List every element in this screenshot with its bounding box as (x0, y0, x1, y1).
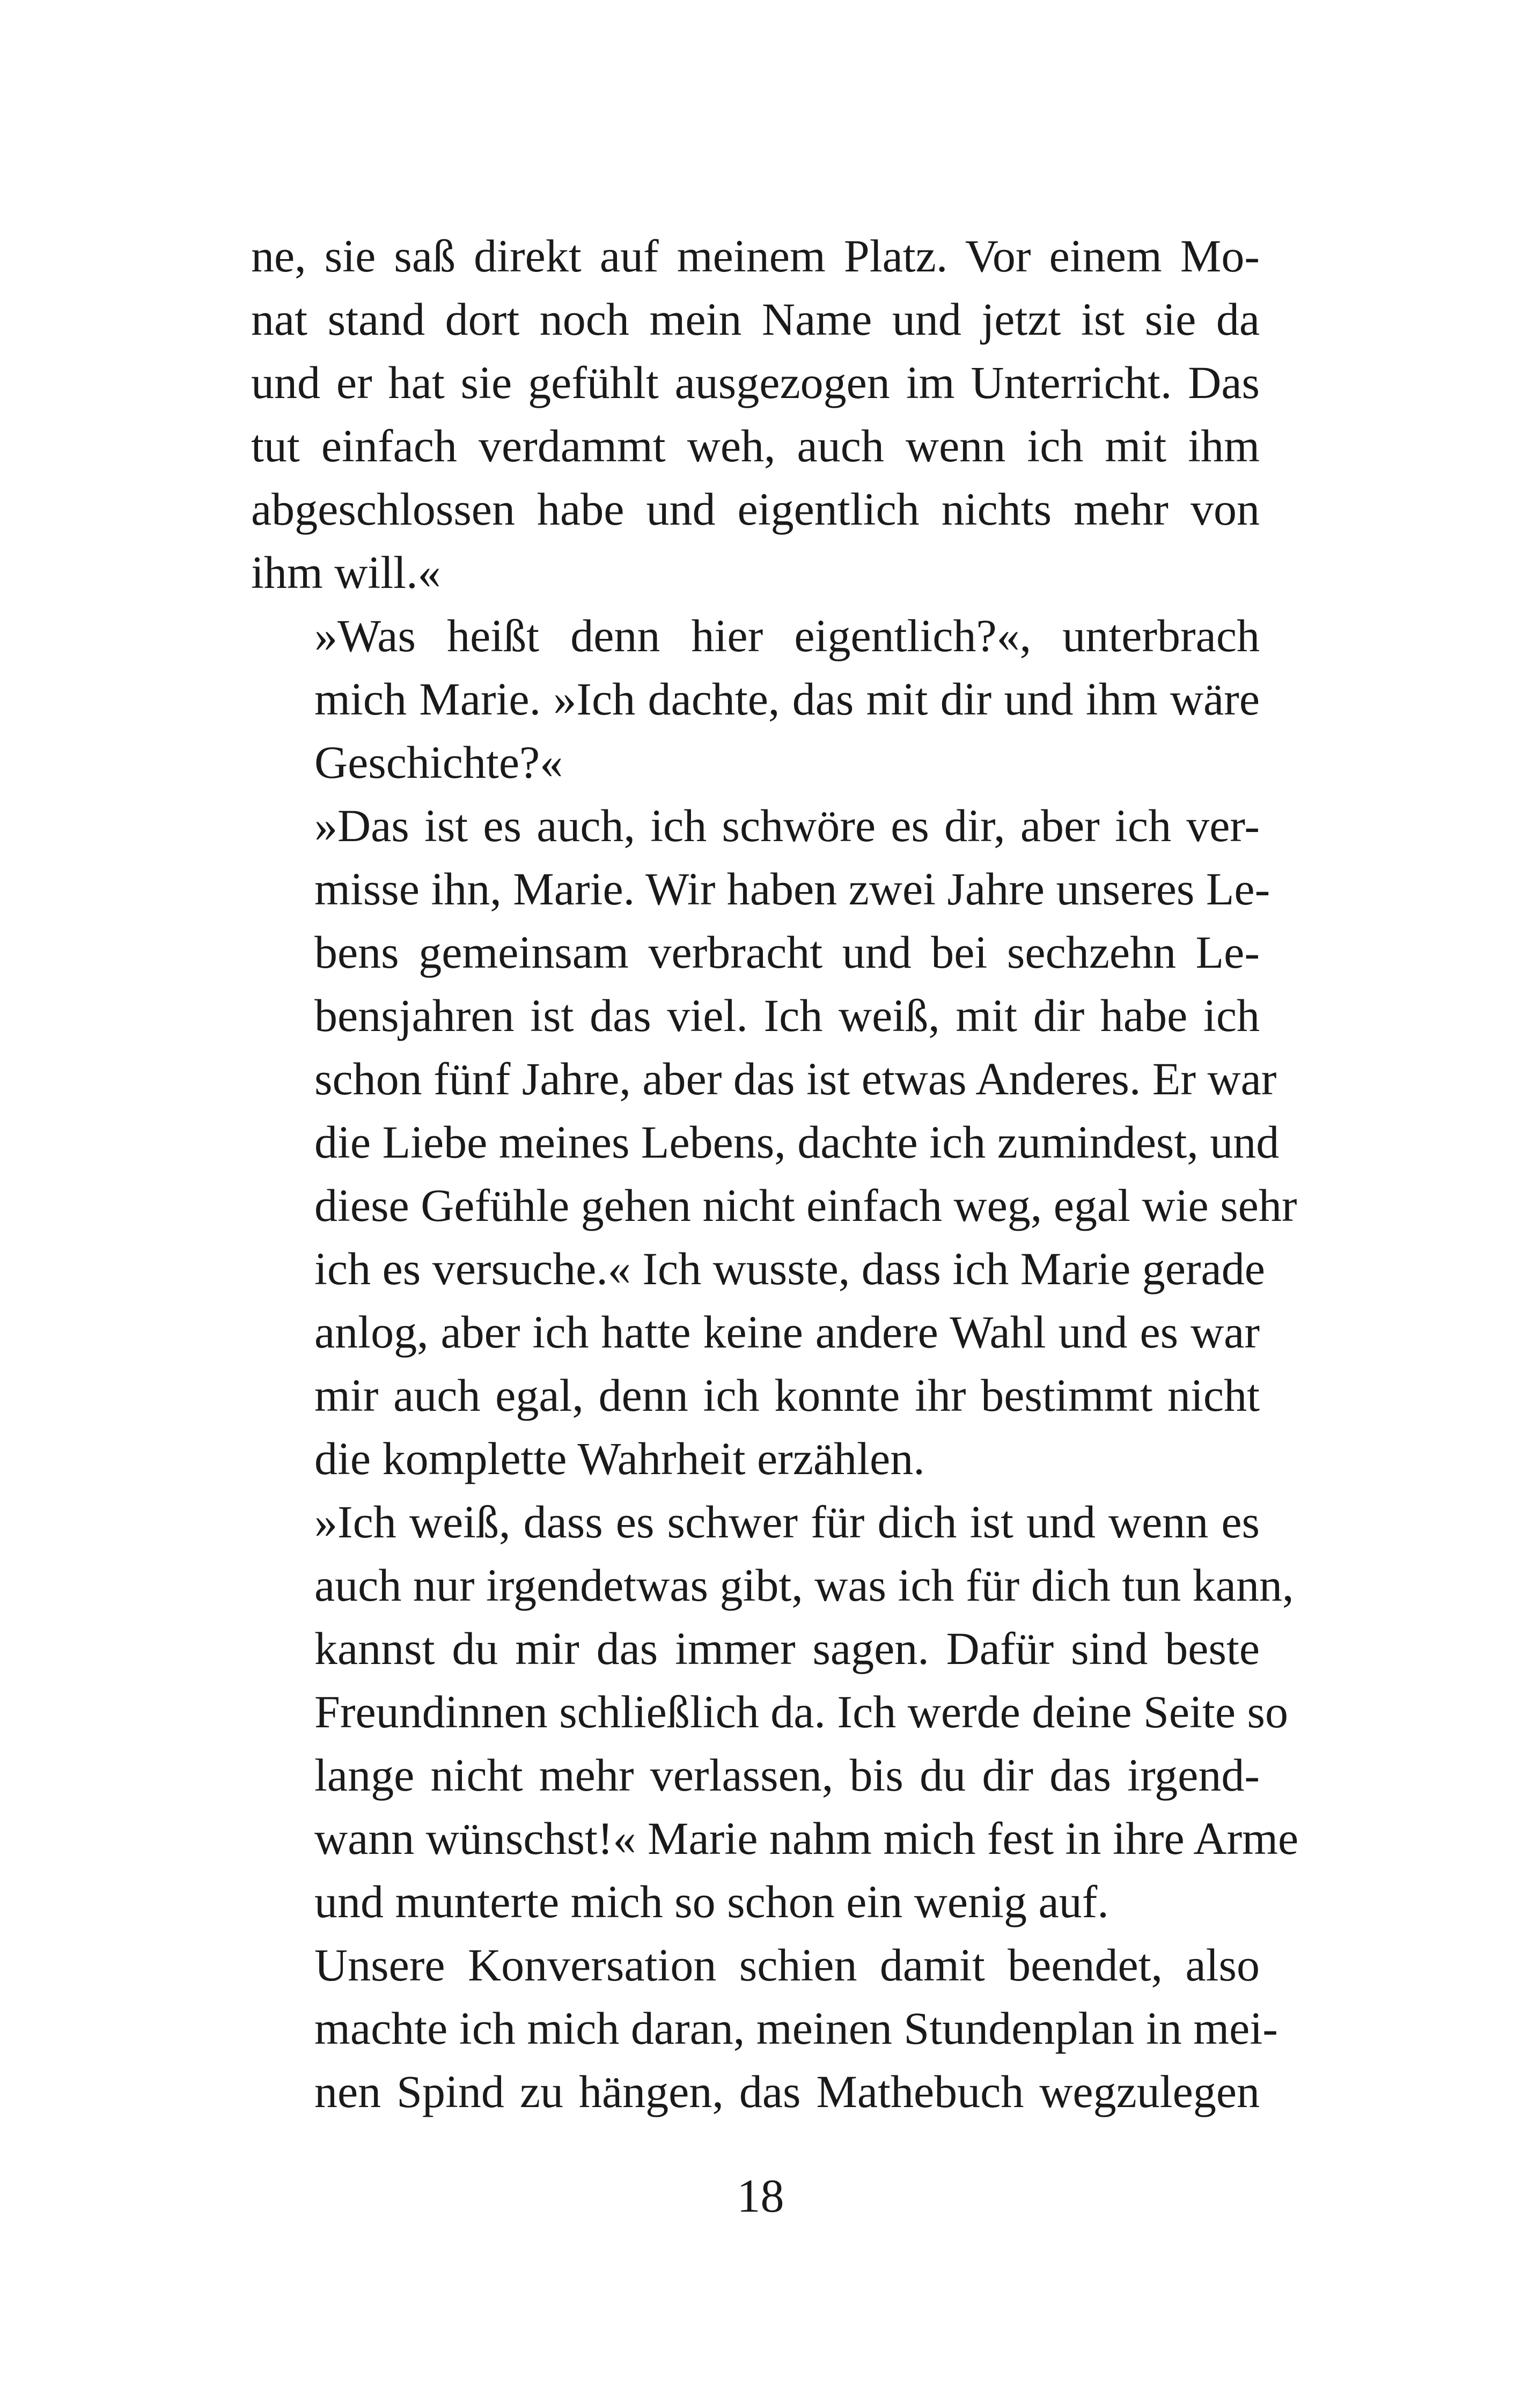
text-line: lange nicht mehr verlassen, bis du dir das irgend- (314, 1749, 1260, 1801)
paragraph (251, 224, 1260, 604)
text-line: kannst du mir das immer sagen. Dafür sind beste (314, 1623, 1260, 1674)
text-line: Unsere Konversation schien damit beendet, also (314, 1939, 1260, 1991)
text-line: bens gemeinsam verbracht und bei sechzehn Le- (314, 926, 1260, 978)
text-line: auch nur irgendetwas gibt, was ich für dich tun kann, (314, 1559, 1294, 1611)
text-line: »Ich weiß, dass es schwer für dich ist und wenn es (314, 1496, 1260, 1548)
text-line: schon fünf Jahre, aber das ist etwas Anderes. Er war (314, 1053, 1277, 1104)
text-line: ihm will.« (251, 547, 441, 598)
page-number: 18 (737, 2170, 784, 2222)
text-line: ne, sie saß direkt auf meinem Platz. Vor einem Mo- (251, 230, 1260, 282)
text-line: machte ich mich daran, meinen Stundenplan in mei- (314, 2002, 1278, 2054)
text-line: die Liebe meines Lebens, dachte ich zumindest, und (314, 1116, 1280, 1168)
text-line: »Was heißt denn hier eigentlich?«, unterbrach (314, 610, 1260, 661)
paragraph (251, 1933, 1278, 2123)
text-line: nen Spind zu hängen, das Mathebuch wegzulegen (314, 2066, 1260, 2117)
text-line: abgeschlossen habe und eigentlich nichts mehr von (251, 483, 1260, 535)
text-line: diese Gefühle gehen nicht einfach weg, egal wie sehr (314, 1180, 1297, 1231)
text-line: misse ihn, Marie. Wir haben zwei Jahre unseres Le- (314, 863, 1270, 915)
paragraph (251, 794, 1297, 1490)
text-line: und er hat sie gefühlt ausgezogen im Unterricht. Das (251, 357, 1260, 408)
text-line: und munterte mich so schon ein wenig auf. (314, 1876, 1109, 1927)
text-line: »Das ist es auch, ich schwöre es dir, aber ich ver- (314, 800, 1260, 851)
text-line: mir auch egal, denn ich konnte ihr bestimmt nicht (314, 1369, 1260, 1421)
text-line: mich Marie. »Ich dachte, das mit dir und ihm wäre (314, 673, 1260, 725)
body-text (251, 224, 1299, 2123)
text-line: Freundinnen schließlich da. Ich werde deine Seite so (314, 1686, 1288, 1737)
text-line: ich es versuche.« Ich wusste, dass ich Marie gerade (314, 1243, 1265, 1294)
text-line: bensjahren ist das viel. Ich weiß, mit dir habe ich (314, 990, 1260, 1041)
text-line: wann wünschst!« Marie nahm mich fest in ihre Arme (314, 1813, 1299, 1864)
text-line: die komplette Wahrheit erzählen. (314, 1433, 925, 1484)
text-line: nat stand dort noch mein Name und jetzt ist sie da (251, 293, 1260, 345)
text-line: tut einfach verdammt weh, auch wenn ich mit ihm (251, 420, 1260, 472)
paragraph (251, 1490, 1299, 1933)
text-line: anlog, aber ich hatte keine andere Wahl und es war (314, 1306, 1260, 1358)
paragraph (251, 604, 1260, 794)
text-line: Geschichte?« (314, 737, 563, 788)
